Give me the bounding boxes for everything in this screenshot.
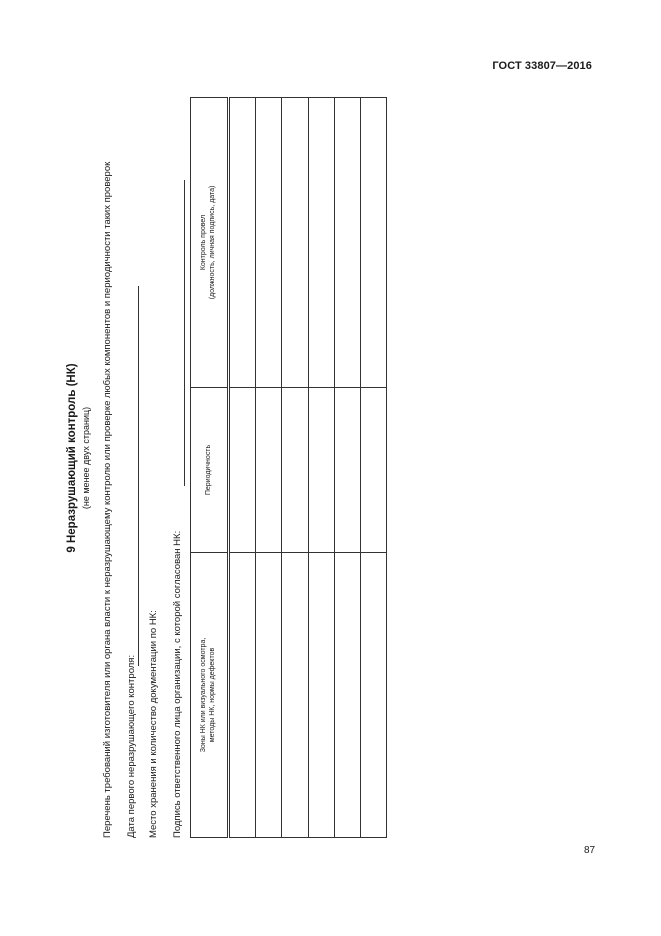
section-title: 9 Неразрушающий контроль (НК): [66, 363, 78, 553]
responsible-label: Подпись ответственного лица организации, с которой согласован НК:: [172, 530, 183, 838]
header-zones-line1: Зоны НК или визуального осмотра,: [200, 637, 208, 753]
table-cell[interactable]: [360, 553, 386, 838]
section-subtitle: (не менее двух страниц): [81, 406, 91, 510]
standard-number: ГОСТ 33807—2016: [492, 60, 592, 72]
table-cell[interactable]: [282, 553, 308, 838]
table-row: [229, 98, 256, 838]
requirements-label: Перечень требований изготовителя или органа власти к неразрушающему контролю или проверке любых компонентов и периодичности таких проверок: [102, 161, 113, 838]
table-cell[interactable]: [334, 98, 360, 388]
header-performed-line1: Контроль провел: [200, 214, 208, 271]
table-row: [360, 98, 386, 838]
table-cell[interactable]: [360, 388, 386, 553]
nk-table: [190, 97, 387, 838]
table-cell[interactable]: [256, 98, 282, 388]
table-cell[interactable]: [229, 388, 256, 553]
table-cell[interactable]: [334, 553, 360, 838]
table-cell[interactable]: [256, 553, 282, 838]
header-periodicity: Периодичность: [191, 388, 229, 553]
table-cell[interactable]: [308, 388, 334, 553]
table-cell[interactable]: [308, 553, 334, 838]
table-cell[interactable]: [334, 388, 360, 553]
table-cell[interactable]: [282, 388, 308, 553]
table-cell[interactable]: [308, 98, 334, 388]
table-row: [282, 98, 308, 838]
table-row: [256, 98, 282, 838]
header-performed: [191, 98, 229, 388]
table-row: [334, 98, 360, 838]
table-cell[interactable]: [256, 388, 282, 553]
table-cell[interactable]: [282, 98, 308, 388]
table-cell[interactable]: [229, 553, 256, 838]
table-cell[interactable]: [229, 98, 256, 388]
table-cell[interactable]: [360, 98, 386, 388]
header-zones-line2: методы НК, нормы дефектов: [209, 647, 217, 743]
landscape-section: [64, 78, 384, 838]
header-zones: [191, 553, 229, 838]
first-date-field[interactable]: [126, 286, 139, 666]
header-performed-line2: (должность, личная подпись, дата): [209, 185, 217, 300]
table-row: [308, 98, 334, 838]
first-date-label: Дата первого неразрушающего контроля:: [126, 654, 137, 838]
storage-label: Место хранения и количество документации по НК:: [148, 610, 159, 838]
responsible-field[interactable]: [172, 180, 185, 486]
page-number: 87: [584, 845, 596, 856]
table-header-row: [191, 98, 229, 838]
